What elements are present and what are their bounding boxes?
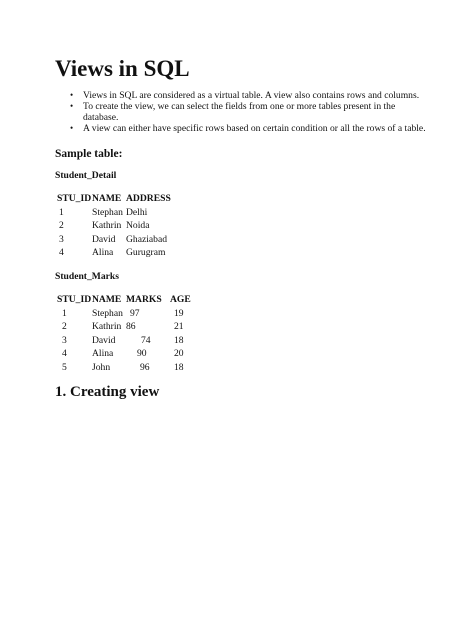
table-row: 2 Kathrin Noida — [59, 220, 150, 231]
column-header: AGE — [170, 294, 191, 305]
bullet-item: • Views in SQL are considered as a virtual table. A view also contains rows and columns. — [70, 90, 420, 101]
bullet-icon: • — [70, 123, 74, 133]
column-header: ADDRESS — [126, 193, 171, 204]
table-row: 4 Alina 90 20 — [62, 348, 184, 359]
table-header-row — [57, 192, 171, 206]
table-header-row — [57, 293, 191, 307]
table-row: 3 David Ghaziabad — [59, 233, 168, 245]
student-detail-table — [57, 192, 171, 260]
table-row: 2 Kathrin 86 21 — [62, 321, 184, 332]
bullet-icon: • — [70, 90, 74, 100]
student-marks-table — [57, 293, 191, 374]
column-header: STU_ID — [57, 193, 92, 204]
page-title: Views in SQL — [55, 56, 190, 81]
column-header: NAME — [92, 193, 122, 204]
column-header: MARKS — [126, 294, 162, 305]
bullet-icon: • — [70, 101, 74, 111]
table-row: 5 John 96 18 — [62, 361, 184, 373]
section-heading: 1. Creating view — [55, 384, 160, 400]
column-header: STU_ID — [57, 294, 92, 305]
sample-table-heading: Sample table: — [55, 148, 123, 160]
bullet-item: • To create the view, we can select the fields from one or more tables present in the database. — [70, 101, 396, 123]
student-detail-table-name: Student_Detail — [55, 170, 117, 181]
table-row: 4 Alina Gurugram — [59, 247, 166, 258]
column-header: NAME — [92, 294, 122, 305]
bullet-item: • A view can either have specific rows based on certain condition or all the rows of a table. — [70, 123, 426, 134]
table-row: 1 Stephan 97 19 — [62, 307, 184, 319]
intro-bullet-list — [70, 90, 430, 134]
table-row: 3 David 74 18 — [62, 334, 184, 346]
student-marks-table-name: Student_Marks — [55, 271, 119, 282]
table-row: 1 Stephan Delhi — [59, 206, 148, 218]
